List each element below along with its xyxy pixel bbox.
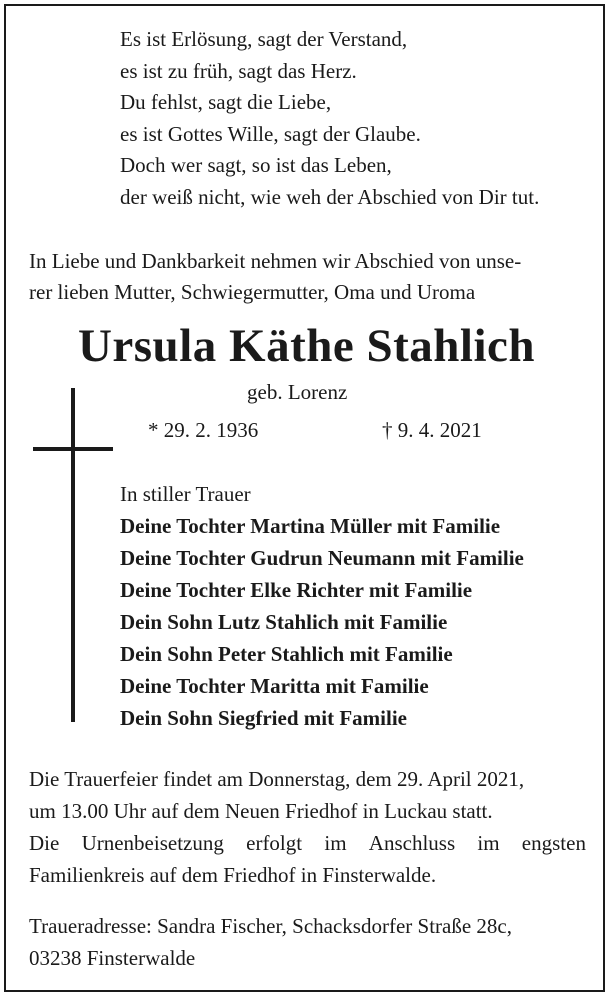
address-line: 03238 Finsterwalde	[29, 946, 196, 970]
ceremony-word: erfolgt	[246, 831, 303, 855]
mourner-entry: Dein Sohn Peter Stahlich mit Familie	[120, 642, 453, 666]
ceremony-word: Anschluss	[368, 831, 456, 855]
ceremony-word: Urnenbeisetzung	[81, 831, 224, 855]
deceased-name: Ursula Käthe Stahlich	[77, 320, 536, 372]
poem-line: es ist Gottes Wille, sagt der Glaube.	[120, 121, 421, 146]
ceremony-word: Die	[29, 831, 60, 855]
mourner-entry: Deine Tochter Elke Richter mit Familie	[120, 578, 473, 602]
address-line: Traueradresse: Sandra Fischer, Schacksdorfer Straße 28c,	[29, 914, 512, 938]
mourners-list	[120, 478, 524, 734]
intro-line: rer lieben Mutter, Schwiegermutter, Oma und Uroma	[29, 280, 476, 304]
ceremony-word: engsten	[521, 831, 586, 855]
mourner-entry: Dein Sohn Lutz Stahlich mit Familie	[120, 610, 448, 634]
poem-line: Es ist Erlösung, sagt der Verstand,	[120, 27, 408, 51]
mourning-address	[29, 910, 512, 974]
ceremony-line: Die Trauerfeier findet am Donnerstag, dem 29. April 2021,	[29, 767, 525, 791]
poem-line: es ist zu früh, sagt das Herz.	[120, 58, 357, 83]
poem-line: Du fehlst, sagt die Liebe,	[120, 90, 332, 114]
ceremony-word: im	[477, 831, 500, 855]
farewell-intro	[29, 246, 521, 308]
intro-line: In Liebe und Dankbarkeit nehmen wir Abschied von unse-	[29, 249, 522, 273]
mourner-entry: Dein Sohn Siegfried mit Familie	[120, 706, 407, 730]
ceremony-line: Familienkreis auf dem Friedhof in Finsterwalde.	[29, 863, 437, 887]
mourner-entry: Deine Tochter Martina Müller mit Familie	[120, 514, 501, 538]
ceremony-line: um 13.00 Uhr auf dem Neuen Friedhof in Luckau statt.	[29, 799, 493, 823]
poem	[120, 24, 539, 213]
mourner-entry: Deine Tochter Maritta mit Familie	[120, 674, 429, 698]
poem-line: der weiß nicht, wie weh der Abschied von Dir tut.	[120, 184, 540, 209]
ceremony-info	[29, 763, 586, 891]
ceremony-word: im	[324, 831, 347, 855]
mourner-entry: Deine Tochter Gudrun Neumann mit Familie	[120, 546, 524, 570]
birth-date: * 29. 2. 1936	[148, 418, 259, 442]
birth-name: geb. Lorenz	[247, 380, 348, 404]
mourning-heading: In stiller Trauer	[120, 482, 251, 506]
poem-line: Doch wer sagt, so ist das Leben,	[120, 153, 392, 177]
death-date: † 9. 4. 2021	[382, 418, 482, 442]
ceremony-line-justified	[29, 827, 586, 859]
